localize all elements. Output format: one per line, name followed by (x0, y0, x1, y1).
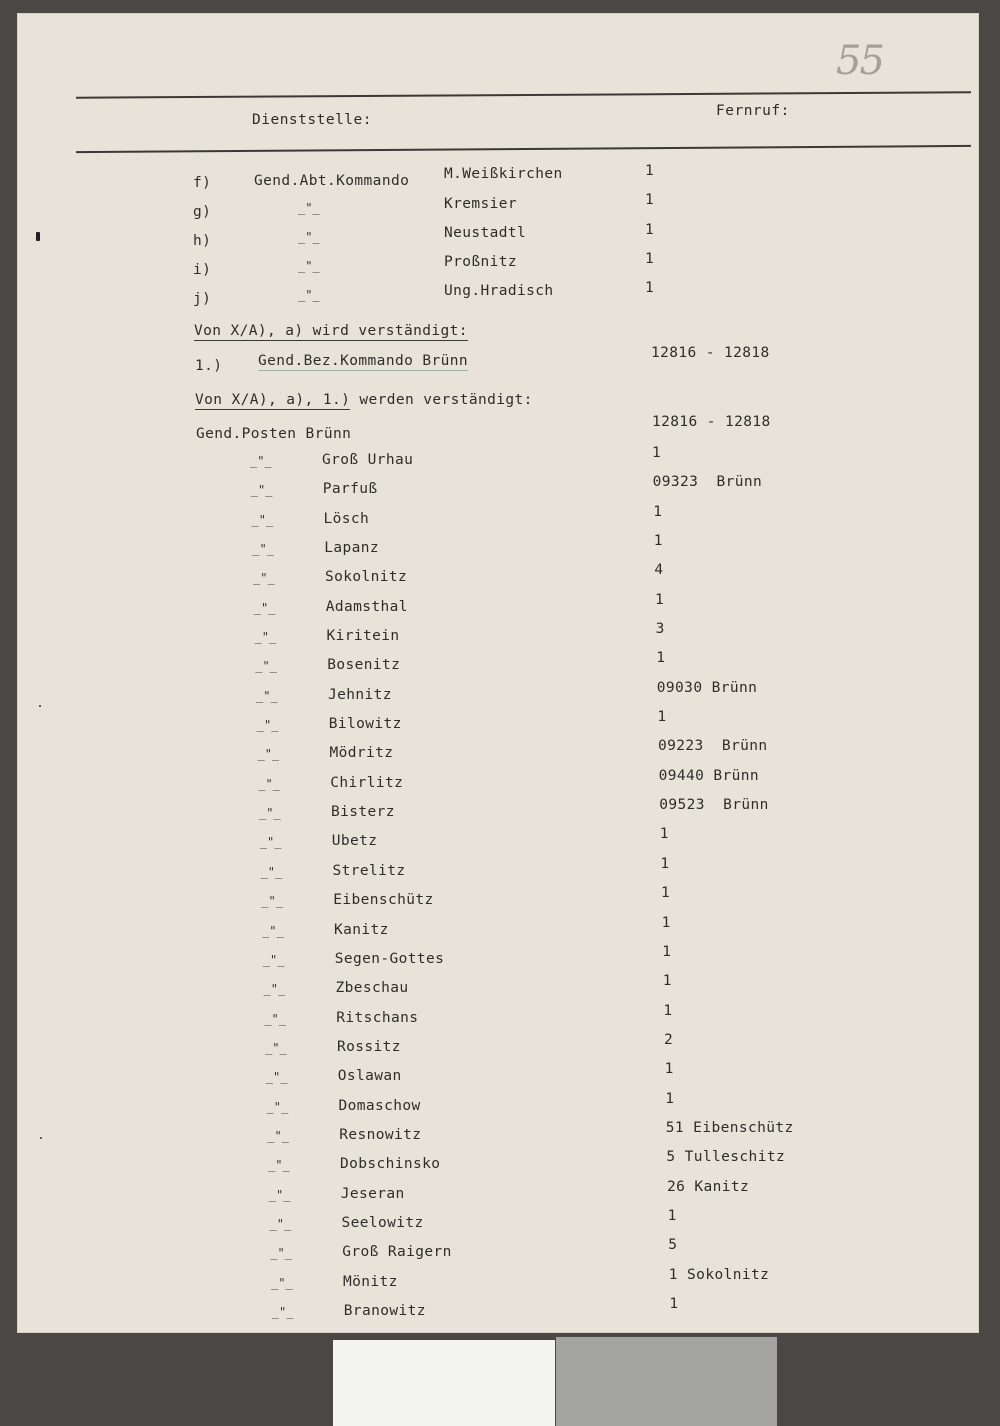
heading-von-xa-a-1-underlined: Von X/A), a), 1.) (195, 392, 351, 408)
ditto-mark: _"_ (264, 1011, 286, 1026)
ditto-mark: _"_ (271, 1305, 294, 1319)
posten-value: 1 (660, 855, 670, 872)
ditto-mark: _"_ (253, 571, 275, 586)
ditto-mark: _"_ (267, 1128, 289, 1143)
ditto-mark: _"_ (269, 1216, 292, 1231)
margin-dot (39, 705, 41, 707)
ditto-mark: _"_ (262, 952, 285, 967)
posten-place: Sokolnitz (325, 569, 408, 586)
section-a-place: Ung.Hradisch (444, 283, 554, 299)
posten-value: 4 (654, 562, 664, 579)
section-a-place: M.Weißkirchen (444, 166, 563, 182)
posten-place: Jehnitz (328, 686, 392, 703)
ditto-mark: _"_ (253, 600, 276, 615)
posten-place: Ritschans (336, 1009, 419, 1026)
posten-value: 1 (652, 445, 662, 461)
posten-place: Zbeschau (335, 980, 409, 997)
posten-value: 5 Tulleschitz (666, 1149, 786, 1166)
section-a-place: Kremsier (444, 196, 518, 212)
posten-place: Bisterz (331, 804, 395, 821)
ditto-mark: _"_ (298, 201, 320, 215)
ditto-mark: _"_ (261, 894, 283, 909)
section-a-value: 1 (645, 192, 655, 208)
heading-von-xa-a (194, 323, 468, 339)
posten-value: 1 (659, 826, 669, 843)
posten-value: 09440 Brünn (658, 767, 760, 784)
posten-first-label: Gend.Posten Brünn (196, 426, 352, 442)
scan-calibration-strip-white (333, 1340, 555, 1426)
margin-mark (36, 232, 40, 241)
item-1-value: 12816 - 12818 (651, 345, 770, 361)
posten-place: Kanitz (334, 921, 389, 938)
ditto-mark: _"_ (263, 982, 286, 997)
heading-von-xa-a-text: Von X/A), a) wird verständigt: (194, 323, 468, 339)
dienststelle-label: Dienststelle: (252, 112, 372, 128)
posten-place: Strelitz (332, 862, 406, 879)
posten-value: 1 (653, 533, 663, 550)
posten-place: Seelowitz (341, 1214, 424, 1231)
posten-value: 26 Kanitz (667, 1178, 750, 1195)
posten-place: Bosenitz (327, 657, 401, 674)
section-a-key: g) (193, 204, 212, 220)
ditto-mark: _"_ (266, 1099, 289, 1114)
ditto-mark: _"_ (265, 1070, 288, 1085)
ditto-mark: _"_ (252, 542, 274, 557)
section-a-value: 1 (645, 280, 655, 296)
ditto-mark: _"_ (268, 1158, 290, 1173)
posten-place: Oslawan (337, 1068, 402, 1085)
posten-value: 1 (655, 591, 665, 608)
item-1-text (258, 353, 468, 369)
ditto-mark: _"_ (265, 1040, 287, 1055)
posten-value: 5 (668, 1237, 678, 1254)
section-a-key: i) (193, 262, 212, 278)
ditto-mark: _"_ (255, 659, 277, 674)
heading-von-xa-a-1-rest: werden verständigt: (350, 392, 533, 408)
ditto-mark: _"_ (250, 454, 272, 468)
ditto-mark: _"_ (256, 718, 279, 733)
posten-value: 1 (669, 1296, 679, 1312)
posten-place: Segen-Gottes (334, 950, 445, 967)
posten-place: Dobschinsko (340, 1156, 441, 1173)
posten-value: 09523 Brünn (659, 797, 769, 814)
posten-place: Lösch (323, 510, 370, 527)
ditto-mark: _"_ (298, 230, 320, 244)
fernruf-label: Fernruf: (716, 103, 790, 119)
section-a-unit: Gend.Abt.Kommando (254, 173, 410, 189)
posten-value: 1 (657, 709, 667, 726)
posten-value: 1 (664, 1061, 674, 1078)
posten-value: 1 (661, 914, 671, 931)
posten-place: Eibenschütz (333, 892, 434, 909)
section-a-key: h) (193, 233, 212, 249)
posten-value: 1 (663, 1002, 673, 1019)
ditto-mark: _"_ (251, 512, 274, 527)
posten-place: Bilowitz (328, 716, 402, 733)
ditto-mark: _"_ (258, 776, 280, 791)
ditto-mark: _"_ (260, 864, 283, 879)
section-a-key: j) (193, 291, 212, 307)
posten-first-value: 12816 - 12818 (652, 414, 771, 430)
posten-place: Jeseran (340, 1185, 405, 1202)
posten-value: 1 (653, 503, 663, 520)
posten-place: Parfuß (322, 481, 378, 498)
ditto-mark: _"_ (254, 630, 277, 645)
ditto-mark: _"_ (250, 483, 273, 498)
posten-value: 09223 Brünn (658, 738, 768, 755)
section-a-value: 1 (645, 251, 655, 267)
posten-place: Groß Raigern (342, 1244, 452, 1261)
posten-place: Adamsthal (325, 598, 408, 615)
posten-place: Ubetz (331, 833, 378, 850)
posten-place: Domaschow (338, 1097, 421, 1114)
posten-value: 1 (665, 1090, 675, 1107)
ditto-mark: _"_ (256, 688, 278, 703)
ditto-mark: _"_ (259, 806, 281, 821)
posten-value: 1 (656, 650, 666, 667)
heading-von-xa-a-1 (195, 392, 533, 408)
posten-place: Rossitz (337, 1038, 401, 1055)
section-a-place: Proßnitz (444, 254, 518, 270)
posten-value: 2 (664, 1031, 674, 1048)
ditto-mark: _"_ (268, 1187, 291, 1202)
posten-value: 1 (662, 943, 672, 960)
posten-value: 51 Eibenschütz (665, 1119, 794, 1136)
posten-place: Kiritein (326, 628, 400, 645)
posten-place: Mödritz (329, 745, 394, 762)
scan-calibration-strip-grey (556, 1337, 777, 1426)
ditto-mark: _"_ (298, 259, 320, 273)
ditto-mark: _"_ (259, 835, 282, 850)
posten-place: Resnowitz (339, 1126, 422, 1143)
section-a-value: 1 (645, 222, 655, 238)
posten-place: Lapanz (324, 540, 380, 557)
ditto-mark: _"_ (270, 1246, 292, 1261)
posten-value: 1 (661, 885, 671, 902)
posten-value: 09323 Brünn (652, 474, 763, 491)
posten-place: Branowitz (343, 1303, 426, 1319)
margin-dot (40, 1137, 42, 1139)
posten-value: 1 (662, 973, 672, 990)
posten-value: 1 Sokolnitz (668, 1266, 770, 1283)
ditto-mark: _"_ (298, 288, 320, 302)
section-a-value: 1 (645, 163, 655, 179)
posten-value: 1 (667, 1207, 677, 1224)
posten-value: 3 (655, 621, 665, 638)
section-a-key: f) (193, 175, 212, 191)
posten-place: Groß Urhau (322, 452, 414, 468)
posten-place: Chirlitz (330, 774, 404, 791)
page-number: 55 (836, 38, 883, 84)
section-a-place: Neustadtl (444, 225, 527, 241)
ditto-mark: _"_ (271, 1275, 293, 1290)
item-1-key: 1.) (195, 358, 223, 374)
item-1-text-label: Gend.Bez.Kommando Brünn (258, 353, 468, 369)
posten-place: Mönitz (343, 1273, 398, 1290)
ditto-mark: _"_ (262, 923, 284, 938)
ditto-mark: _"_ (257, 747, 280, 762)
posten-value: 09030 Brünn (656, 679, 758, 696)
